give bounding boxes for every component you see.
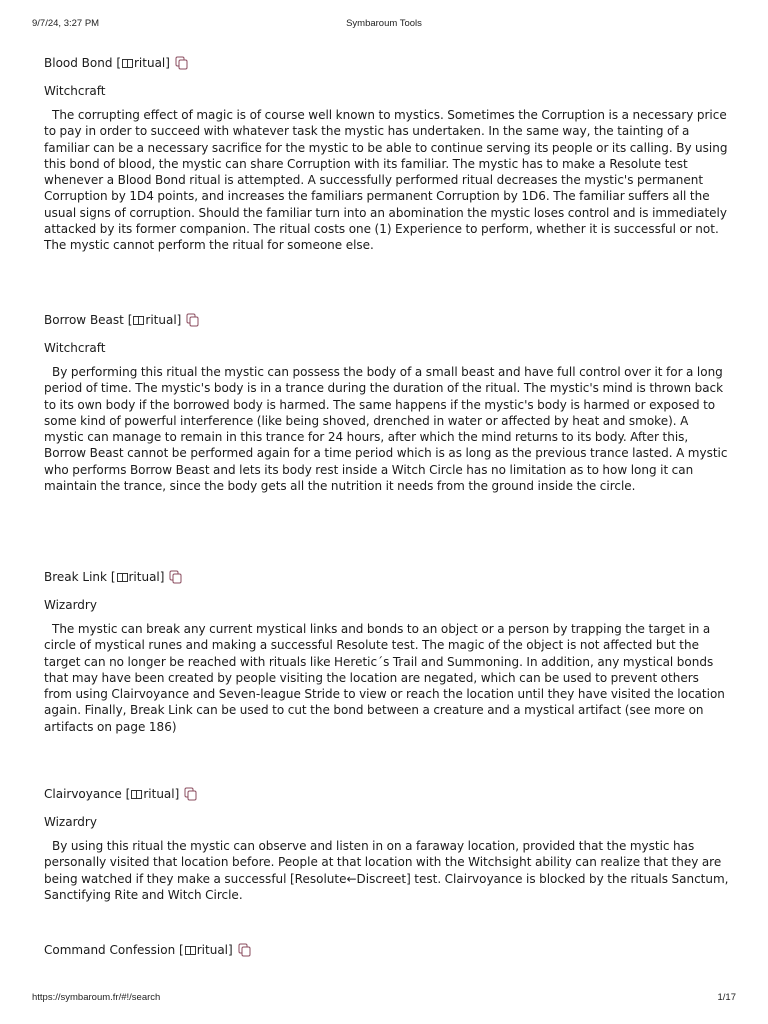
entry-tradition: Witchcraft	[44, 84, 106, 98]
tag-bracket: [	[110, 570, 116, 584]
book-icon	[117, 573, 128, 582]
copy-icon[interactable]	[186, 313, 200, 327]
entry-title	[44, 569, 730, 585]
print-footer	[32, 992, 736, 1006]
ritual-entry	[44, 55, 730, 254]
tag-bracket: [	[127, 313, 133, 327]
print-header	[32, 18, 736, 32]
entry-title	[44, 312, 730, 328]
print-datetime: 9/7/24, 3:27 PM	[32, 18, 100, 29]
print-site-title: Symbaroum Tools	[346, 18, 422, 29]
entry-description: By performing this ritual the mystic can possess the body of a small beast and have full control over it for a long period of time. The mystic's body is in a trance during the duration of the ritual. The mystic's mind is thrown back to its own body if the borrowed body is harmed. The same happens if the mystic's body is harmed or exposed to some kind of powerful interference (like being shoved, drenched in water or affected by heat and smoke). A mystic can manage to remain in this trance for 24 hours, after which the mind returns to its body. After this, Borrow Beast cannot be performed again for a time period which is as long as the previous trance lasted. A mystic who performs Borrow Beast and lets its body rest inside a Witch Circle has no limitation as to how long it can maintain the trance, since the body gets all the nutrition it needs from the ground inside the circle.	[44, 365, 728, 494]
entry-description: The mystic can break any current mystical links and bonds to an object or a person by trapping the target in a circle of mystical runes and making a successful Resolute test. The magic of the object is not affected but the target can no longer be reached with rituals like Heretic´s Trail and Summoning. In addition, any mystical bonds that may have been created by people visiting the location are negated, which can be used to prevent others from using Clairvoyance and Seven-league Stride to view or reach the location until they have visited the location again. Finally, Break Link can be used to cut the bond between a creature and a mystical artifact (see more on artifacts on page 186)	[44, 622, 725, 734]
tag-bracket: [	[179, 943, 184, 957]
copy-icon[interactable]	[184, 787, 198, 801]
entry-title	[44, 786, 730, 802]
book-icon	[122, 59, 133, 68]
entry-name: Clairvoyance	[44, 787, 122, 801]
entry-description: The corrupting effect of magic is of course well known to mystics. Sometimes the Corruption is a necessary price to pay in order to succeed with whatever task the mystic has undertaken. In the same way, the tainting of a familiar can be a necessary sacrifice for the mystic to be able to continue serving its people or its calling. By using this bond of blood, the mystic can share Corruption with its familiar. The mystic has to make a Resolute test whenever a Blood Bond ritual is attempted. A successfully performed ritual decreases the mystic's permanent Corruption by 1D4 points, and increases the familiars permanent Corruption by 1D6. The familiar suffers all the usual signs of corruption. Should the familiar turn into an abomination the mystic loses control and is immediately attacked by its former companion. The ritual costs one (1) Experience to perform, whether it is successful or not. The mystic cannot perform the ritual for someone else.	[44, 108, 728, 253]
entry-title	[44, 942, 730, 958]
entry-title	[44, 55, 730, 71]
tag-bracket: [	[125, 787, 131, 801]
entry-tradition: Wizardry	[44, 815, 97, 829]
page-number: 1/17	[717, 992, 736, 1003]
book-icon	[131, 790, 142, 799]
entry-tradition: Wizardry	[44, 598, 97, 612]
copy-icon[interactable]	[175, 56, 189, 70]
print-url: https://symbaroum.fr/#!/search	[32, 992, 161, 1003]
ritual-entry	[44, 786, 730, 903]
entry-type-tag: ritual]	[196, 943, 233, 957]
ritual-entry	[44, 942, 730, 958]
entry-name: Command Confession	[44, 943, 176, 957]
ritual-entry	[44, 569, 730, 735]
entry-name: Break Link	[44, 570, 107, 584]
ritual-entry	[44, 312, 730, 494]
entry-tradition: Witchcraft	[44, 341, 106, 355]
copy-icon[interactable]	[238, 943, 252, 957]
entry-type-tag: ritual]	[143, 787, 180, 801]
entry-description: By using this ritual the mystic can observe and listen in on a faraway location, provided that the mystic has personally visited that location before. People at that location with the Witchsight ability can realize that they are being watched if they make a successful [Resolute←Discreet] test. Clairvoyance is blocked by the rituals Sanctum, Sanctifying Rite and Witch Circle.	[44, 839, 729, 902]
entry-type-tag: ritual]	[145, 313, 182, 327]
entry-name: Borrow Beast	[44, 313, 124, 327]
book-icon	[133, 316, 144, 325]
entry-type-tag: ritual]	[128, 570, 165, 584]
entry-name: Blood Bond	[44, 56, 113, 70]
copy-icon[interactable]	[169, 570, 183, 584]
tag-bracket: [	[116, 56, 121, 70]
book-icon	[185, 946, 196, 955]
entry-type-tag: ritual]	[134, 56, 170, 70]
